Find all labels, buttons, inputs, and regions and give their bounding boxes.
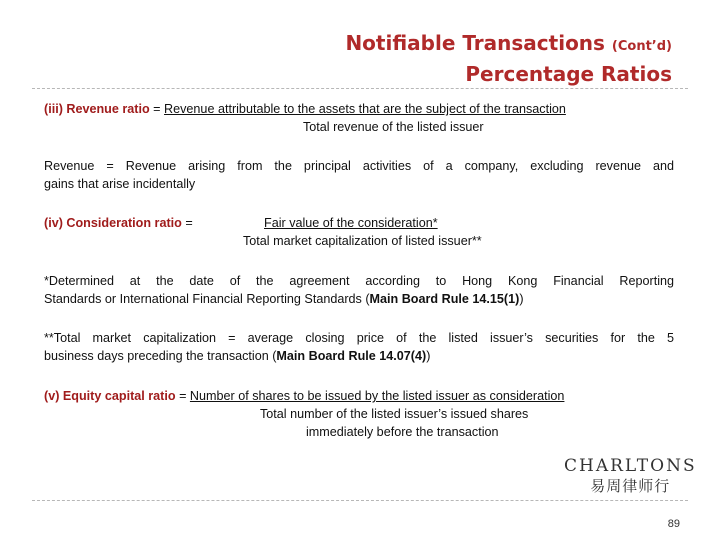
logo-chinese: 易周律师行 [590, 477, 671, 495]
slide-title [345, 30, 672, 88]
top-divider [32, 88, 688, 89]
consideration-ratio-equals: = [185, 216, 193, 230]
footnote-1-line-2 [44, 290, 674, 308]
logo-english: CHARLTONS [564, 456, 697, 476]
footnote-1-text: Standards or International Financial Reporting Standards ( [44, 292, 370, 306]
revenue-definition-line-1: Revenue = Revenue arising from the principal activities of a company, excluding revenue and [44, 159, 674, 173]
footnote-1-line-1: *Determined at the date of the agreement according to Hong Kong Financial Reporting [44, 274, 674, 288]
title-suffix: (Cont’d) [611, 39, 672, 54]
title-line-1 [345, 30, 672, 60]
equity-ratio-equals: = [179, 389, 187, 403]
bottom-divider [32, 500, 688, 501]
charltons-logo [564, 456, 697, 496]
title-line-2: Percentage Ratios [465, 62, 672, 86]
revenue-ratio-label: (iii) Revenue ratio [44, 102, 150, 116]
revenue-ratio-denominator: Total revenue of the listed issuer [303, 120, 484, 134]
consideration-ratio-label: (iv) Consideration ratio [44, 216, 182, 230]
title-main: Notifiable Transactions [345, 31, 605, 55]
revenue-ratio-equals: = [153, 102, 161, 116]
footnote-1-rule-ref: Main Board Rule 14.15(1) [369, 292, 520, 306]
footnote-1-close: ) [519, 292, 524, 306]
revenue-definition-line-2: gains that arise incidentally [44, 177, 196, 191]
footnote-2-line-1: **Total market capitalization = average closing price of the listed issuer’s securities for the 5 [44, 331, 674, 345]
footnote-2-close: ) [426, 349, 431, 363]
equity-ratio-numerator: Number of shares to be issued by the listed issuer as consideration [189, 389, 565, 403]
footnote-2-line-2 [44, 347, 674, 365]
revenue-ratio-numerator: Revenue attributable to the assets that are the subject of the transaction [164, 102, 566, 116]
equity-ratio-denominator-line-2: immediately before the transaction [306, 425, 499, 439]
consideration-ratio-numerator: Fair value of the consideration* [264, 216, 438, 230]
page-number: 89 [667, 518, 680, 530]
equity-ratio-denominator-line-1: Total number of the listed issuer’s issued shares [260, 407, 529, 421]
equity-ratio-formula [44, 387, 674, 405]
footnote-2-rule-ref: Main Board Rule 14.07(4) [276, 349, 427, 363]
footnote-2-text: business days preceding the transaction ( [44, 349, 277, 363]
revenue-ratio-formula [44, 100, 674, 118]
equity-ratio-label: (v) Equity capital ratio [44, 389, 176, 403]
consideration-ratio-denominator: Total market capitalization of listed issuer** [243, 234, 482, 248]
